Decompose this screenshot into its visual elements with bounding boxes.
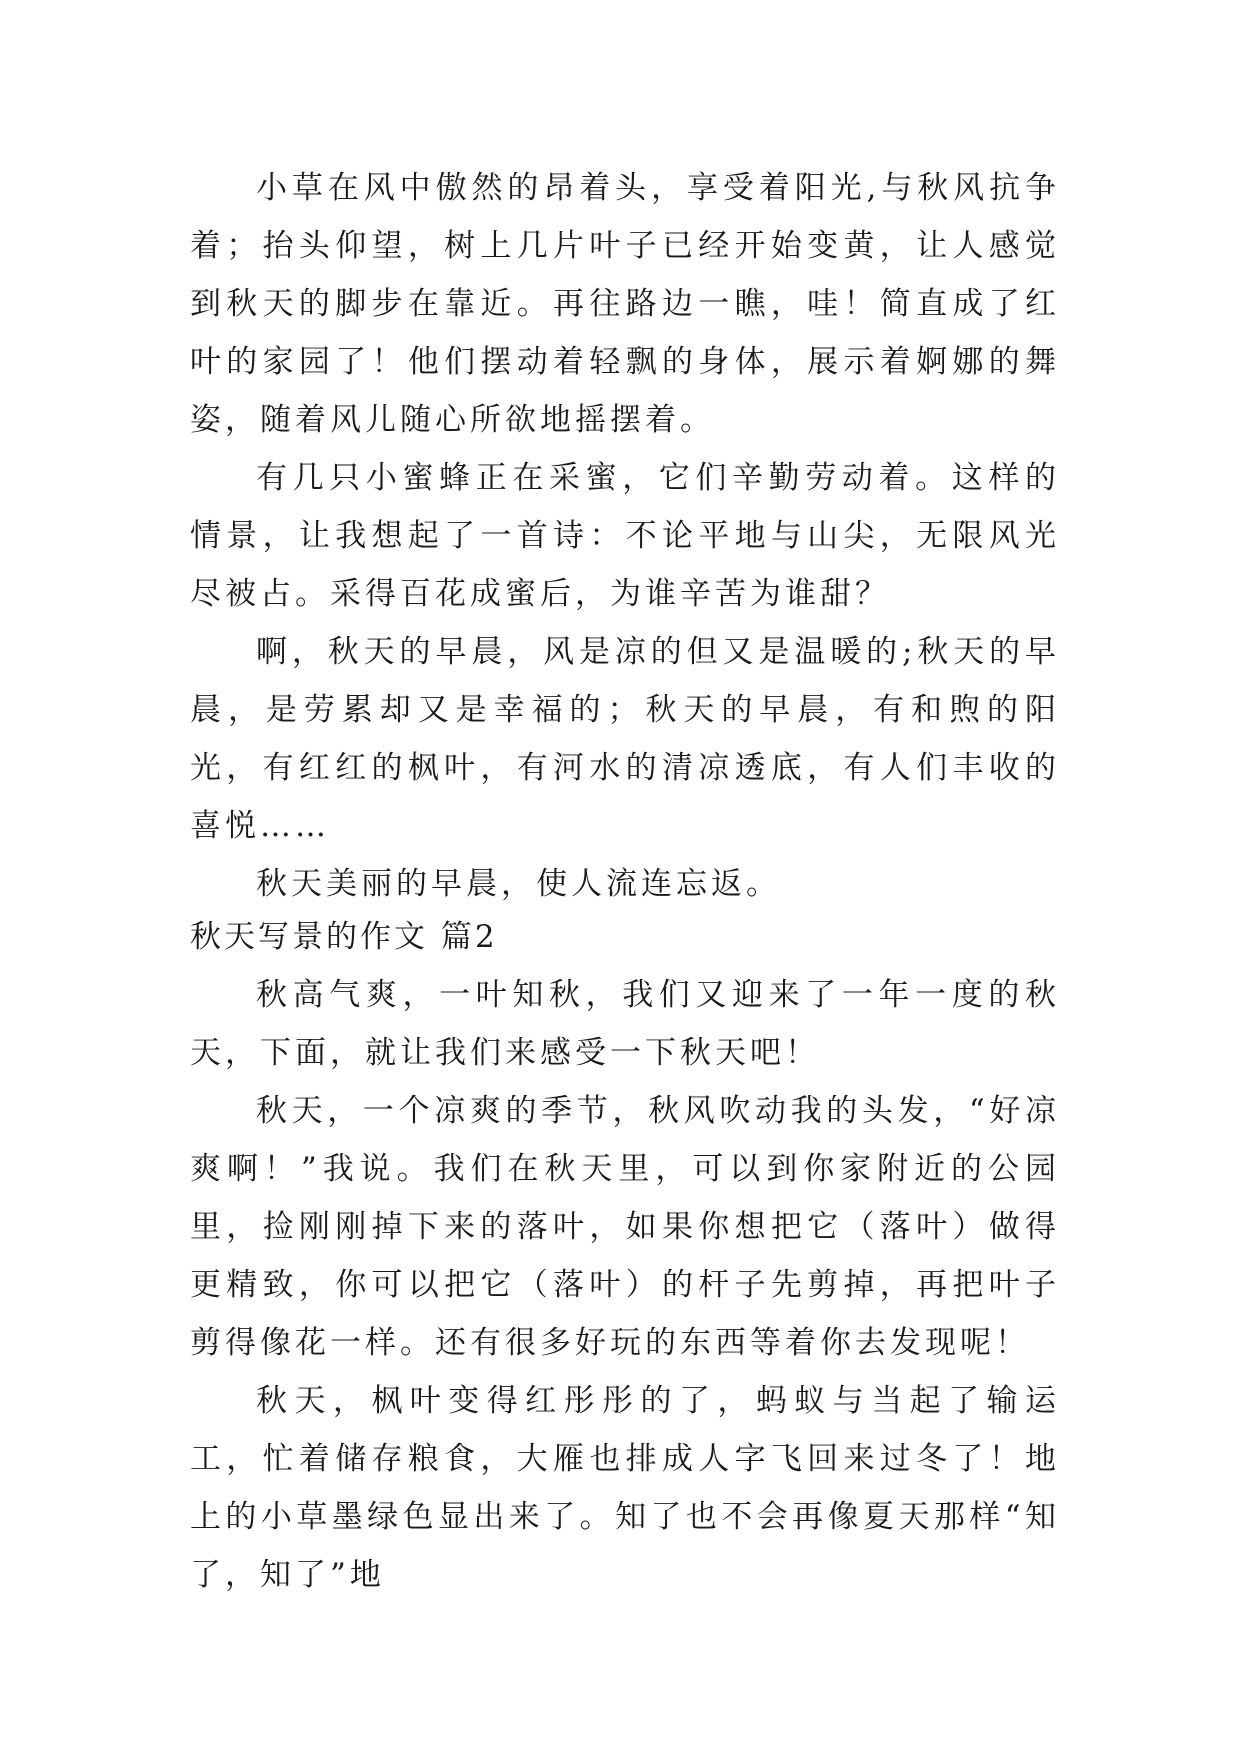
essay-section-1 (190, 159, 1060, 913)
paragraph: 啊，秋天的早晨，风是凉的但又是温暖的;秋天的早晨，是劳累却又是幸福的；秋天的早晨，有和煦的阳光，有红红的枫叶，有河水的清凉透底，有人们丰收的喜悦…… (190, 634, 1060, 844)
paragraph: 秋天，枫叶变得红彤彤的了，蚂蚁与当起了输运工，忙着储存粮食，大雁也排成人字飞回来过冬了！地上的小草墨绿色显出来了。知了也不会再像夏天那样“知了，知了”地 (190, 1383, 1060, 1593)
paragraph: 小草在风中傲然的昂着头，享受着阳光,与秋风抗争着；抬头仰望，树上几片叶子已经开始变黄，让人感觉到秋天的脚步在靠近。再往路边一瞧，哇！简直成了红叶的家园了！他们摆动着轻飘的身体，展示着婀娜的舞姿，随着风儿随心所欲地摇摆着。 (190, 170, 1060, 438)
paragraph: 有几只小蜜蜂正在采蜜，它们辛勤劳动着。这样的情景，让我想起了一首诗：不论平地与山尖，无限风光尽被占。采得百花成蜜后，为谁辛苦为谁甜？ (190, 460, 1060, 612)
paragraph: 秋天，一个凉爽的季节，秋风吹动我的头发，“好凉爽啊！”我说。我们在秋天里，可以到你家附近的公园里，捡刚刚掉下来的落叶，如果你想把它（落叶）做得更精致，你可以把它（落叶）的杆子先剪掉，再把叶子剪得像花一样。还有很多好玩的东西等着你去发现呢！ (190, 1093, 1060, 1361)
section-heading: 秋天写景的作文 篇2 (190, 919, 498, 955)
paragraph: 秋天美丽的早晨，使人流连忘返。 (256, 866, 781, 902)
essay-section-2 (190, 908, 1060, 1604)
paragraph: 秋高气爽，一叶知秋，我们又迎来了一年一度的秋天，下面，就让我们来感受一下秋天吧！ (190, 977, 1060, 1071)
